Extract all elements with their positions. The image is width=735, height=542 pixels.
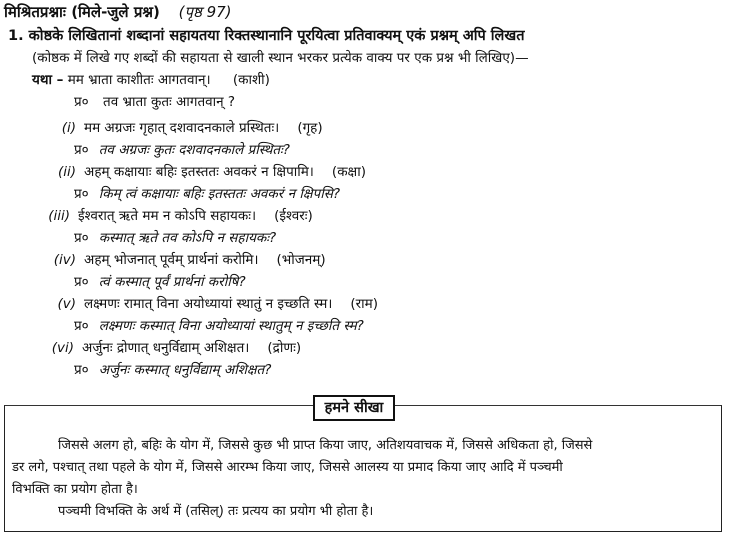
item-sentence bbox=[46, 294, 378, 314]
section-title: मिश्रितप्रश्नाः (मिले-जुले प्रश्न) bbox=[4, 3, 160, 21]
item-sentence bbox=[40, 206, 313, 226]
item-question-text: त्वं कस्मात् पूर्वं प्रार्थनां करोषि? bbox=[98, 274, 246, 290]
question-prefix: प्र० bbox=[74, 274, 89, 290]
item-hint: (भोजनम्) bbox=[276, 252, 326, 268]
item-question-text: किम् त्वं कक्षायाः बहिः इतस्ततः अवकरं न क्षिपसि? bbox=[98, 186, 340, 202]
item-label: (i) bbox=[61, 120, 76, 136]
item-question bbox=[74, 360, 271, 380]
question-number: 1. bbox=[8, 28, 24, 44]
item-question-text: अर्जुनः कस्मात् धनुर्विद्याम् अशिक्षत? bbox=[98, 362, 272, 378]
item-label: (v) bbox=[57, 296, 76, 312]
item-label: (iv) bbox=[53, 252, 76, 268]
item-text: ईश्वरात् ऋते मम न कोऽपि सहायकः। bbox=[78, 208, 257, 224]
example-question-text: तव भ्राता कुतः आगतवान् ? bbox=[103, 94, 236, 110]
question-prefix: प्र० bbox=[74, 230, 89, 246]
item-sentence bbox=[46, 162, 366, 182]
item-question-text: कस्मात् ऋते तव कोऽपि न सहायकः? bbox=[98, 230, 277, 246]
item-label: (ii) bbox=[57, 164, 76, 180]
page-reference: (पृष्ठ 97) bbox=[178, 3, 232, 21]
item-question bbox=[74, 184, 340, 204]
example-hint: (काशी) bbox=[232, 72, 270, 88]
item-sentence bbox=[44, 338, 301, 358]
item-hint: (द्रोणः) bbox=[267, 340, 302, 356]
example-question bbox=[74, 92, 235, 112]
question-prefix: प्र० bbox=[74, 94, 89, 110]
question-prefix: प्र० bbox=[74, 362, 89, 378]
item-question bbox=[74, 140, 290, 160]
learned-para2: पञ्चमी विभक्ति के अर्थ में (तसिल्) तः प्रत्यय का प्रयोग भी होता है। bbox=[58, 504, 374, 519]
example-sentence: मम भ्राता काशीतः आगतवान्। bbox=[67, 72, 211, 88]
item-sentence bbox=[46, 250, 326, 270]
learned-para1-line2: डर लगे, पश्चात् तथा पहले के योग में, जिससे आरम्भ किया जाए, जिससे आलस्य या प्रमाद किया जाए आदि में पञ्चमी bbox=[12, 460, 563, 475]
item-text: अर्जुनः द्रोणात् धनुर्विद्याम् अशिक्षत। bbox=[82, 340, 250, 356]
item-text: लक्ष्मणः रामात् विना अयोध्यायां स्थातुं न इच्छति स्म। bbox=[84, 296, 333, 312]
item-label: (vi) bbox=[51, 340, 74, 356]
question-1-instruction bbox=[8, 26, 525, 46]
item-hint: (ईश्वरः) bbox=[274, 208, 313, 224]
question-text: कोष्ठके लिखितानां शब्दानां सहायतया रिक्तस्थानानि पूरयित्वा प्रतिवाक्यम् एकं प्रश्नम् अपि लिखत bbox=[28, 28, 525, 44]
question-1-hindi-hint: (कोष्ठक में लिखे गए शब्दों की सहायता से खाली स्थान भरकर प्रत्येक वाक्य पर एक प्रश्न भी लिखिए)— bbox=[32, 50, 529, 66]
item-question bbox=[74, 272, 246, 292]
item-hint: (कक्षा) bbox=[331, 164, 366, 180]
section-heading bbox=[4, 2, 232, 22]
question-prefix: प्र० bbox=[74, 318, 89, 334]
item-sentence bbox=[46, 118, 323, 138]
learned-para1-line1: जिससे अलग हो, बहिः के योग में, जिससे कुछ भी प्राप्त किया जाए, अतिशयवाचक में, जिससे अधिकता हो, जिससे bbox=[58, 438, 593, 453]
item-hint: (राम) bbox=[350, 296, 379, 312]
example-label: यथा – bbox=[32, 72, 64, 88]
item-question bbox=[74, 316, 364, 336]
learned-para1-line3: विभक्ति का प्रयोग होता है। bbox=[12, 482, 138, 497]
item-question bbox=[74, 228, 276, 248]
learned-box-title: हमने सीखा bbox=[313, 395, 395, 421]
item-label: (iii) bbox=[48, 208, 70, 224]
item-text: मम अग्रजः गृहात् दशवादनकाले प्रस्थितः। bbox=[84, 120, 280, 136]
question-prefix: प्र० bbox=[74, 186, 89, 202]
item-text: अहम् कक्षायाः बहिः इतस्ततः अवकरं न क्षिपामि। bbox=[84, 164, 314, 180]
item-question-text: तव अग्रजः कुतः दशवादनकाले प्रस्थितः? bbox=[98, 142, 290, 158]
item-text: अहम् भोजनात् पूर्वम् प्रार्थनां करोमि। bbox=[84, 252, 259, 268]
item-question-text: लक्ष्मणः कस्मात् विना अयोध्यायां स्थातुम् न इच्छति स्म? bbox=[98, 318, 364, 334]
item-hint: (गृह) bbox=[297, 120, 323, 136]
question-prefix: प्र० bbox=[74, 142, 89, 158]
example-line bbox=[32, 70, 270, 90]
